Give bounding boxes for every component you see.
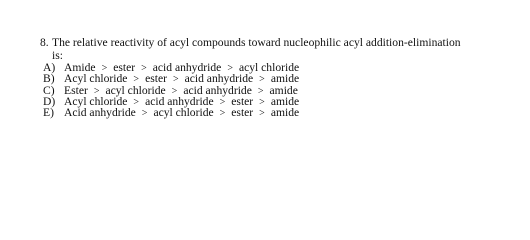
choice-term: ester [231, 106, 254, 120]
question-stem-line-2: is: [52, 49, 63, 62]
choice-term: ester [145, 72, 167, 86]
choice-term: amide [270, 72, 300, 86]
question-number: 8. [40, 36, 49, 49]
greater-than-sign: > [133, 96, 140, 108]
choice-term: Acid anhydride [64, 106, 136, 120]
question-block [40, 36, 522, 118]
greater-than-sign: > [259, 108, 265, 120]
choice-letter: D) [43, 94, 56, 108]
greater-than-sign: > [141, 108, 148, 120]
choice-e [43, 107, 522, 118]
greater-than-sign: > [133, 74, 140, 86]
choice-term: amide [269, 83, 298, 97]
question-stem-line-1: The relative reactivity of acyl compounds toward nucleophilic acyl addition-elimination [52, 36, 461, 49]
choice-term: amide [270, 94, 300, 108]
choice-term: ester [113, 61, 136, 74]
choice-term: acid anhydride [145, 94, 214, 108]
choice-letter: C) [43, 83, 55, 97]
choice-term: Acyl chloride [64, 94, 128, 108]
choice-term: acid anhydride [152, 61, 222, 74]
choice-term: acyl chloride [105, 83, 166, 97]
greater-than-sign: > [257, 85, 264, 97]
choice-term: Amide [64, 61, 96, 74]
greater-than-sign: > [219, 108, 226, 120]
choice-term: acid anhydride [183, 83, 252, 97]
choice-term: Acyl chloride [64, 72, 128, 86]
greater-than-sign: > [219, 96, 226, 108]
choice-letter: B) [43, 72, 55, 86]
choice-letter: E) [43, 106, 54, 120]
choice-term: acyl chloride [238, 61, 300, 74]
greater-than-sign: > [93, 85, 100, 97]
greater-than-sign: > [141, 63, 147, 74]
choice-letter: A) [43, 61, 56, 74]
choice-term: Ester [64, 83, 88, 97]
greater-than-sign: > [227, 63, 233, 74]
choice-term: ester [231, 94, 254, 108]
greater-than-sign: > [259, 96, 265, 108]
question-stem [40, 36, 522, 49]
choice-term: acid anhydride [184, 72, 254, 86]
greater-than-sign: > [171, 85, 178, 97]
greater-than-sign: > [172, 74, 179, 86]
greater-than-sign: > [101, 63, 108, 74]
greater-than-sign: > [259, 74, 265, 86]
choice-term: amide [270, 106, 300, 120]
choice-term: acyl chloride [153, 106, 214, 120]
answer-choices [40, 62, 522, 118]
